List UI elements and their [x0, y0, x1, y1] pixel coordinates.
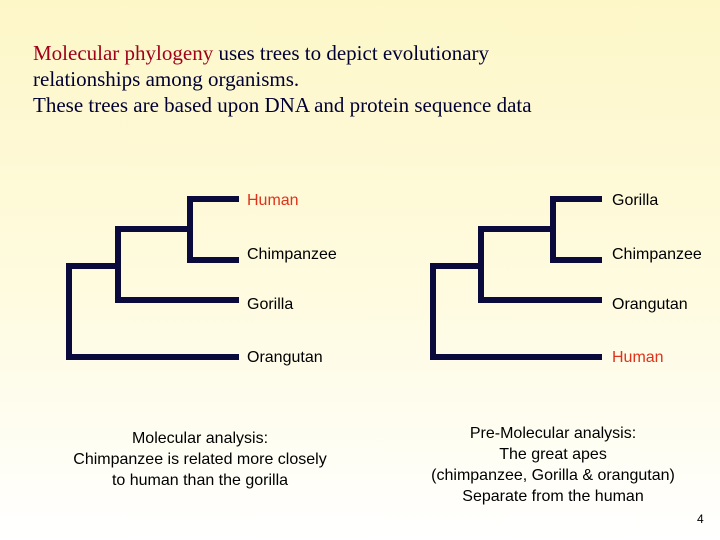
right-clade-with-orangutan — [481, 229, 599, 300]
right-clade-gorilla-chimp — [553, 199, 599, 260]
right-leaf-orangutan: Orangutan — [612, 296, 688, 313]
title-line-1-rest: uses trees to depict evolutionary — [213, 41, 490, 65]
left-clade-with-orangutan — [69, 266, 236, 357]
left-leaf-gorilla: Gorilla — [247, 296, 294, 313]
right-caption-line-4: Separate from the human — [462, 488, 644, 505]
left-caption-line-1: Molecular analysis: — [131, 430, 269, 447]
right-tree — [433, 199, 599, 357]
title-line-2: relationships among organisms. — [33, 67, 300, 91]
left-leaf-orangutan: Orangutan — [247, 349, 323, 366]
page-number: 4 — [697, 512, 704, 526]
right-clade-with-human — [433, 266, 599, 357]
left-leaf-chimpanzee: Chimpanzee — [247, 246, 337, 263]
right-leaf-gorilla: Gorilla — [612, 192, 659, 209]
right-caption — [400, 423, 706, 507]
title-line-3: These trees are based upon DNA and protein sequence data — [33, 93, 532, 117]
left-caption-line-2: Chimpanzee is related more closely — [73, 451, 327, 468]
right-leaf-chimpanzee: Chimpanzee — [612, 246, 702, 263]
right-caption-line-1: Pre-Molecular analysis: — [469, 425, 637, 442]
title-highlight: Molecular phylogeny — [33, 41, 214, 65]
left-tree — [69, 199, 236, 357]
right-caption-line-3: (chimpanzee, Gorilla & orangutan) — [431, 467, 675, 484]
right-leaf-human: Human — [612, 349, 664, 366]
left-leaf-human: Human — [247, 192, 299, 209]
left-caption-line-3: to human than the gorilla — [111, 472, 289, 489]
right-caption-line-2: The great apes — [499, 446, 607, 463]
left-clade-human-chimp — [190, 199, 236, 260]
left-clade-with-gorilla — [118, 229, 236, 300]
left-caption — [40, 428, 360, 491]
